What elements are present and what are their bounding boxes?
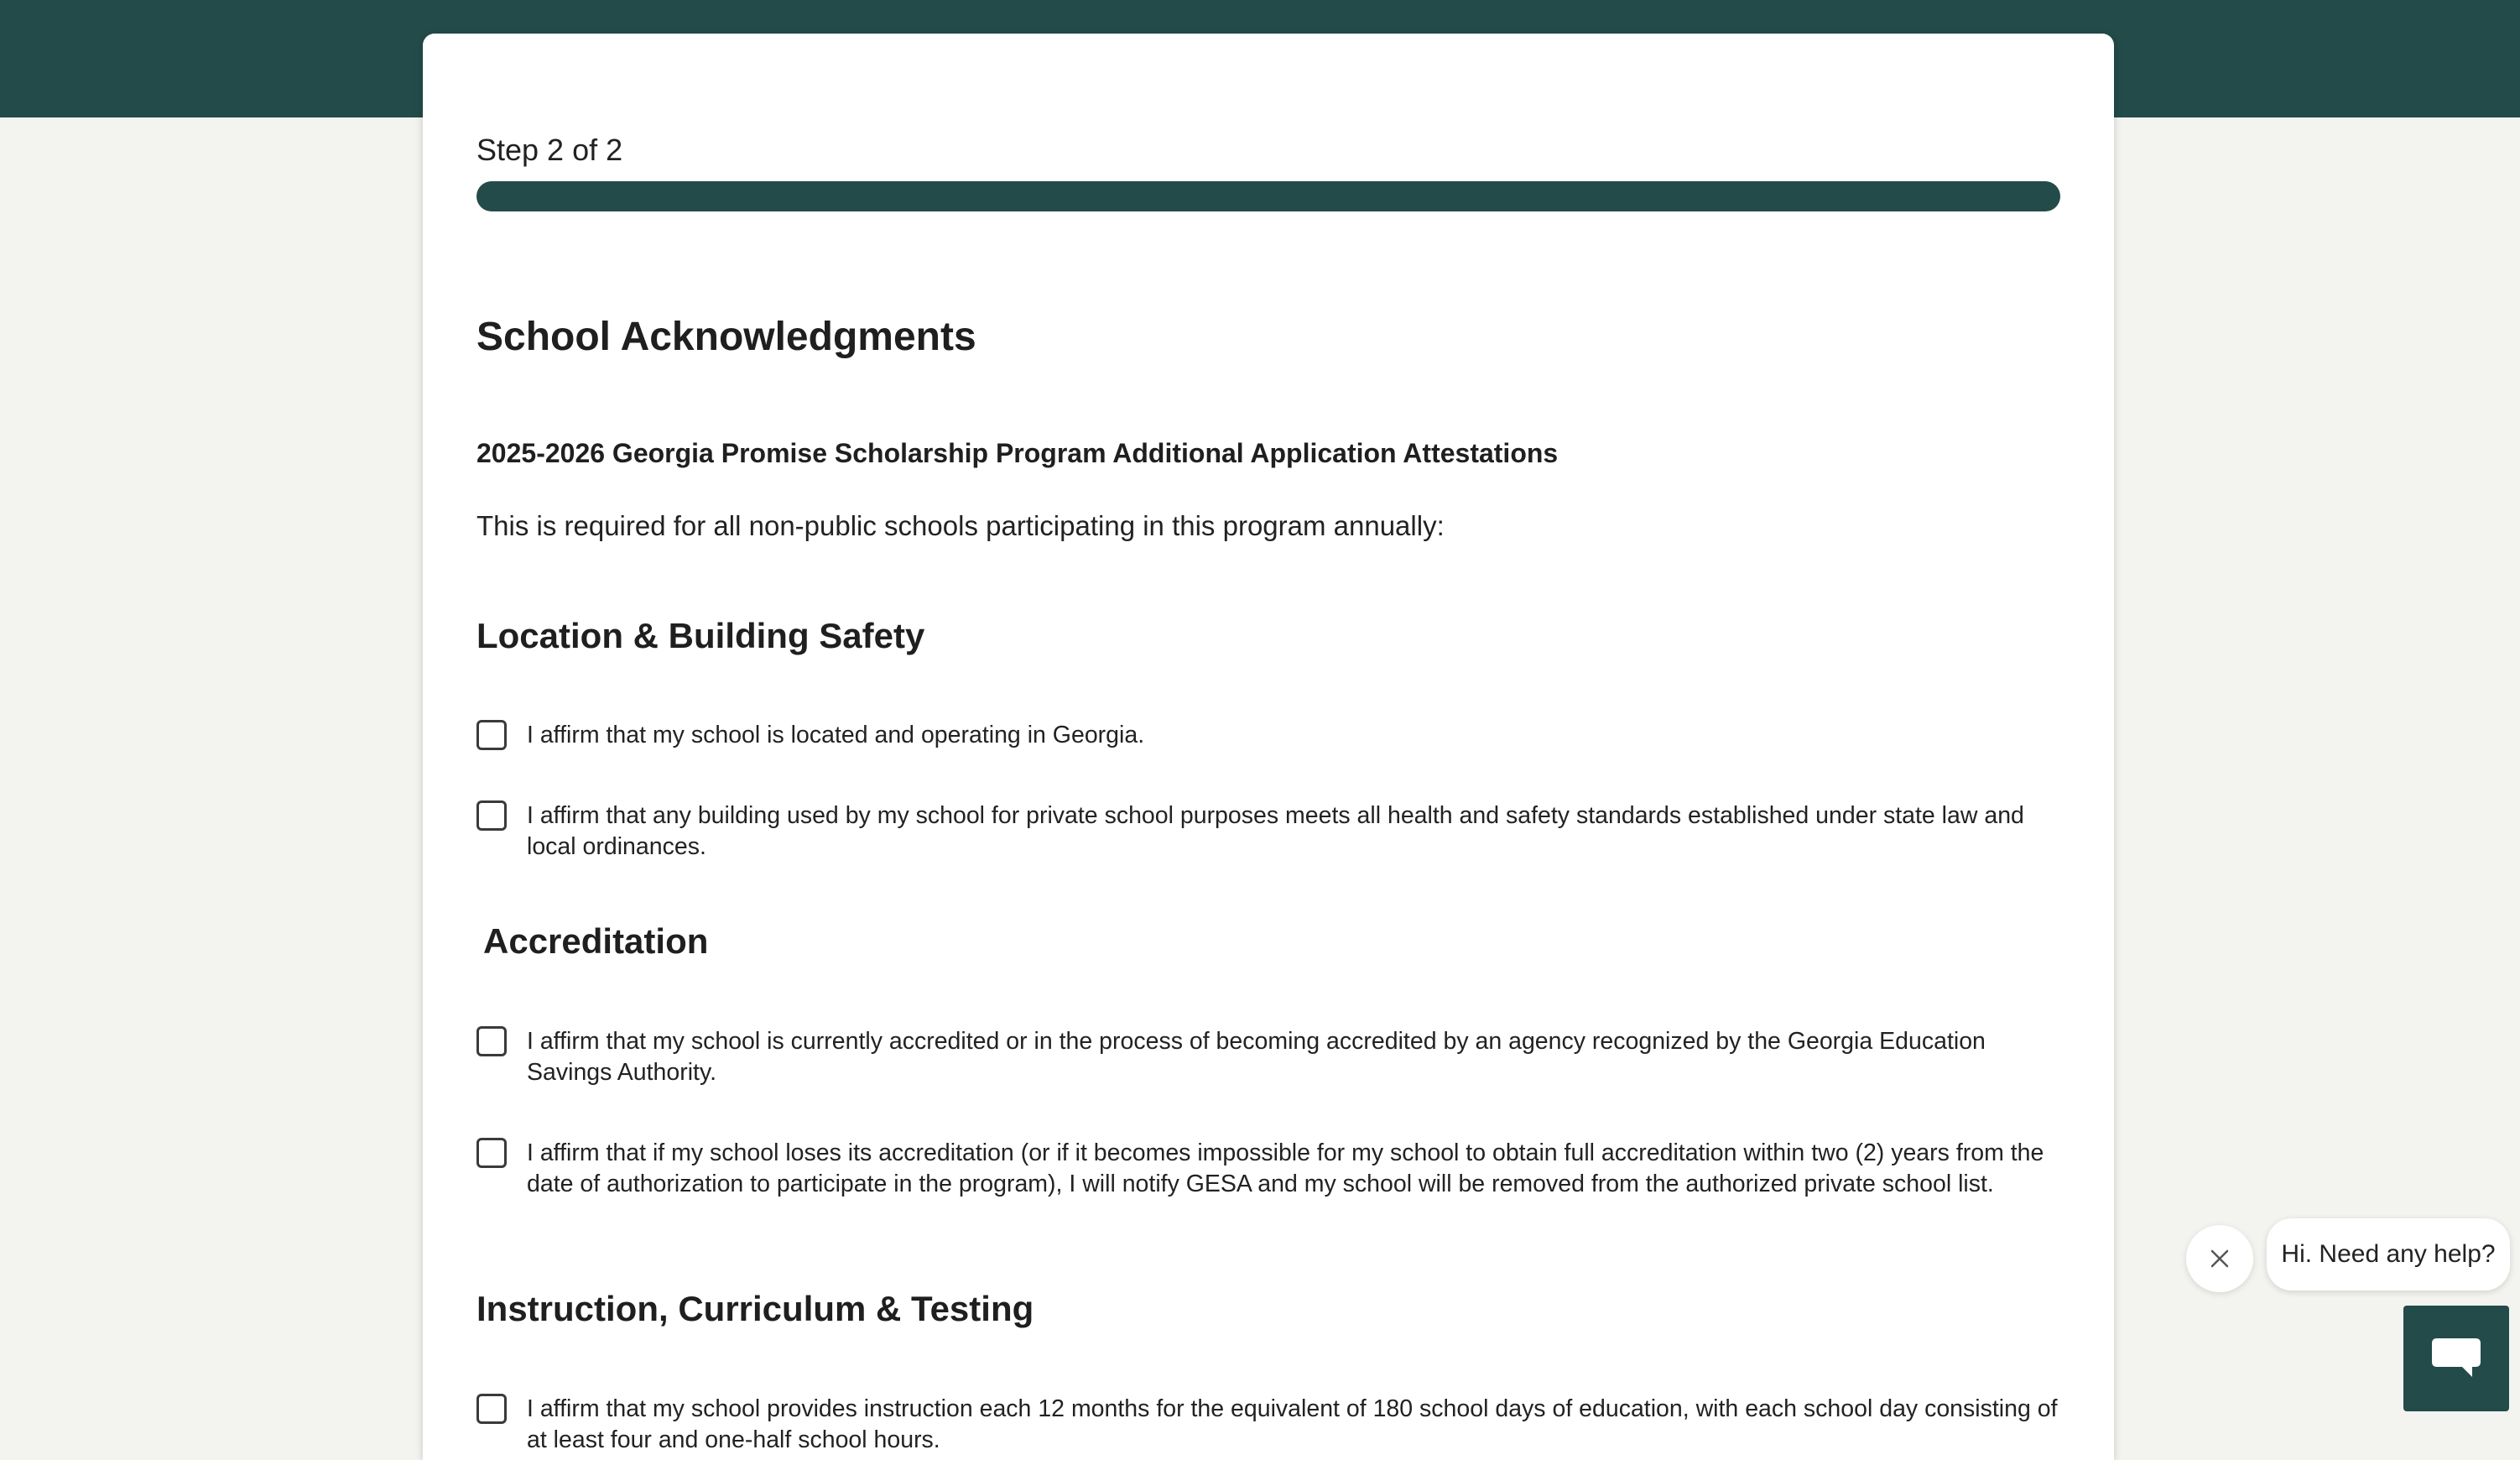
checkbox-item[interactable] [476, 1138, 2060, 1200]
checkbox-loses-accreditation[interactable] [476, 1138, 507, 1168]
progress-bar-fill [476, 181, 2060, 211]
checkbox-building-safety[interactable] [476, 800, 507, 831]
chat-greeting-bubble[interactable] [2267, 1218, 2510, 1291]
intro-text: This is required for all non-public schools participating in this program annually: [476, 510, 1445, 541]
checkbox-located-in-georgia[interactable] [476, 720, 507, 750]
application-card [423, 34, 2114, 1460]
section-heading-location: Location & Building Safety [476, 616, 925, 655]
attestations-subtitle: 2025-2026 Georgia Promise Scholarship Program Additional Application Attestations [476, 438, 1559, 468]
checkbox-label: I affirm that any building used by my school for private school purposes meets all health and safety standards established under state law and local ordinances. [527, 802, 2024, 860]
chat-launcher-button[interactable] [2403, 1306, 2509, 1411]
chat-greeting-text: Hi. Need any help? [2281, 1240, 2496, 1268]
close-icon [2207, 1246, 2232, 1271]
checkbox-item[interactable] [476, 1026, 2060, 1088]
checkbox-item[interactable] [476, 800, 2060, 863]
progress-bar [476, 181, 2060, 211]
checkbox-item[interactable] [476, 720, 2060, 751]
checkbox-label: I affirm that my school is located and operating in Georgia. [527, 722, 1145, 748]
chat-dismiss-button[interactable] [2186, 1225, 2253, 1292]
checkbox-item[interactable] [476, 1394, 2060, 1456]
checkbox-accredited[interactable] [476, 1026, 507, 1056]
step-indicator: Step 2 of 2 [476, 133, 623, 167]
page-title: School Acknowledgments [476, 315, 976, 359]
section-heading-accreditation: Accreditation [483, 921, 709, 961]
chat-icon [2429, 1333, 2484, 1384]
checkbox-label: I affirm that my school is currently accredited or in the process of becoming accredited by an agency recognized by the Georgia Education Savings Authority. [527, 1028, 1986, 1086]
checkbox-label: I affirm that my school provides instruction each 12 months for the equivalent of 180 school days of education, with each school day consisting of at least four and one-half school hours. [527, 1395, 2058, 1453]
checkbox-label: I affirm that if my school loses its accreditation (or if it becomes impossible for my school to obtain full accreditation within two (2) years from the date of authorization to participate in the program), I will notify GESA and my school will be removed from the authorized private school list. [527, 1139, 2044, 1197]
checkbox-instruction-days[interactable] [476, 1394, 507, 1424]
section-heading-instruction: Instruction, Curriculum & Testing [476, 1289, 1034, 1328]
